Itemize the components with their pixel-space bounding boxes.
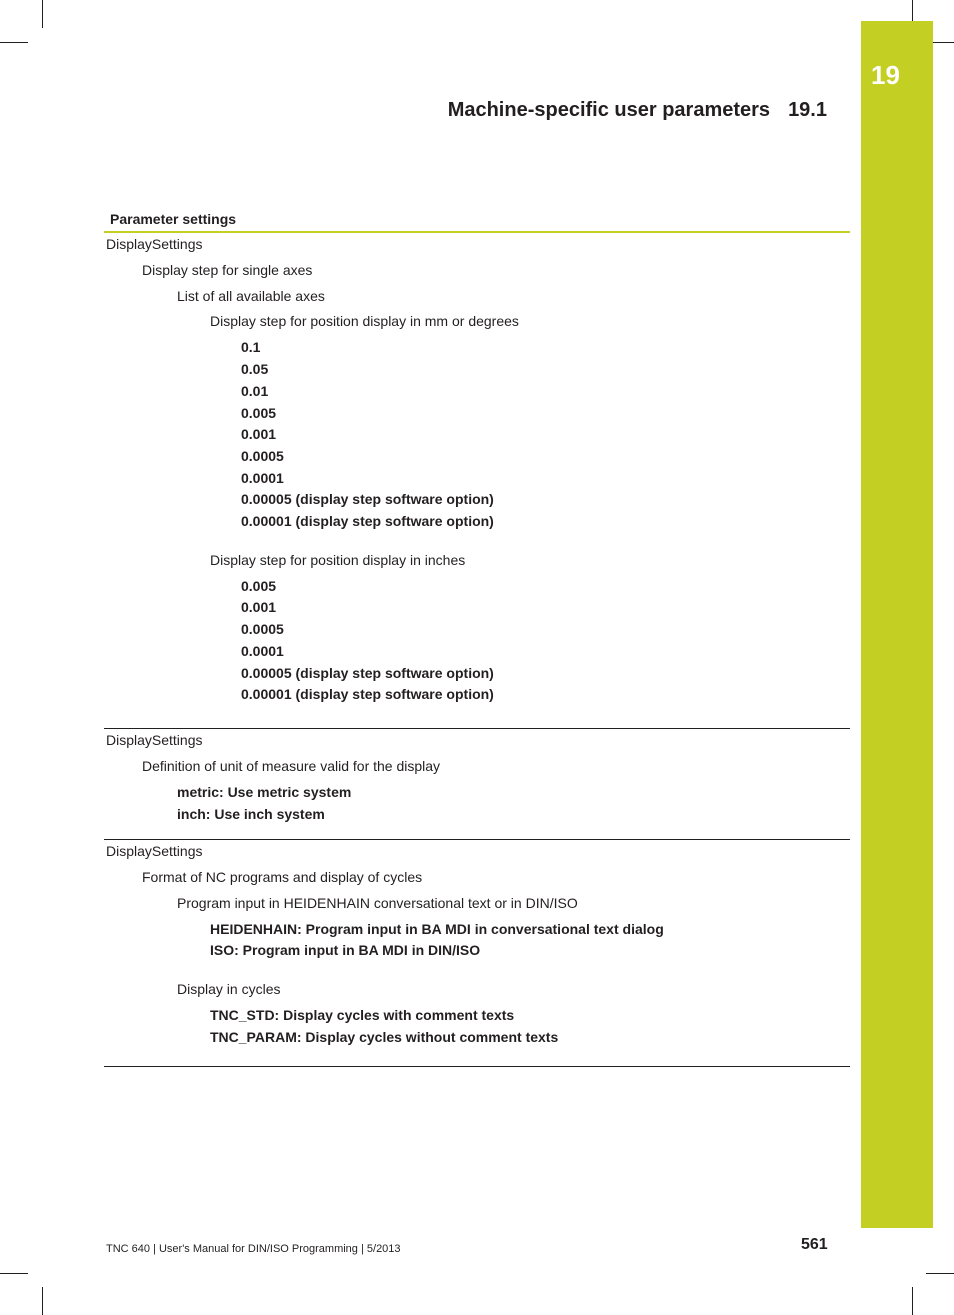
page-header — [448, 99, 827, 122]
value-item: 0.005 — [241, 578, 277, 594]
param-level-1: Display step for single axes — [142, 262, 313, 278]
page-number: 561 — [801, 1236, 828, 1253]
value-item: ISO: Program input in BA MDI in DIN/ISO — [210, 942, 481, 958]
param-level-3: Display step for position display in inches — [210, 552, 466, 568]
crop-mark — [42, 0, 43, 28]
header-section: 19.1 — [788, 99, 827, 121]
crop-mark — [912, 1287, 913, 1315]
crop-mark — [0, 42, 28, 43]
param-level-2: List of all available axes — [177, 288, 325, 304]
value-item: 0.001 — [241, 599, 277, 615]
value-item: TNC_STD: Display cycles with comment texts — [210, 1007, 515, 1023]
chapter-number: 19 — [871, 60, 900, 90]
crop-mark — [42, 1287, 43, 1315]
value-item: TNC_PARAM: Display cycles without comment texts — [210, 1029, 559, 1045]
chapter-tab — [861, 21, 933, 1228]
crop-mark — [926, 1273, 954, 1274]
param-level-1: Format of NC programs and display of cycles — [142, 869, 423, 885]
value-item: 0.005 — [241, 405, 277, 421]
param-level-2: Display in cycles — [177, 981, 281, 997]
value-item: 0.1 — [241, 339, 261, 355]
table-row-divider — [104, 839, 850, 840]
value-item: inch: Use inch system — [177, 806, 325, 822]
value-item: 0.0005 — [241, 621, 284, 637]
param-name: DisplaySettings — [106, 843, 203, 859]
value-item: 0.0005 — [241, 448, 284, 464]
value-item: 0.05 — [241, 361, 269, 377]
param-name: DisplaySettings — [106, 732, 203, 748]
value-item: 0.00001 (display step software option) — [241, 686, 494, 702]
crop-mark — [0, 1273, 28, 1274]
value-item: metric: Use metric system — [177, 784, 352, 800]
value-item: 0.00005 (display step software option) — [241, 665, 494, 681]
param-name: DisplaySettings — [106, 236, 203, 252]
table-header-rule — [104, 231, 850, 233]
param-level-3: Display step for position display in mm or degrees — [210, 313, 519, 329]
table-header: Parameter settings — [110, 211, 237, 227]
param-level-2: Program input in HEIDENHAIN conversational text or in DIN/ISO — [177, 895, 578, 911]
value-item: 0.0001 — [241, 470, 284, 486]
value-item: 0.01 — [241, 383, 269, 399]
table-bottom-rule — [104, 1066, 850, 1067]
footer-text: TNC 640 | User's Manual for DIN/ISO Programming | 5/2013 — [106, 1243, 401, 1255]
value-item: 0.0001 — [241, 643, 284, 659]
value-item: 0.00001 (display step software option) — [241, 513, 494, 529]
value-item: 0.00005 (display step software option) — [241, 491, 494, 507]
param-level-1: Definition of unit of measure valid for the display — [142, 758, 441, 774]
value-item: HEIDENHAIN: Program input in BA MDI in conversational text dialog — [210, 921, 664, 937]
header-title: Machine-specific user parameters — [447, 99, 771, 121]
table-row-divider — [104, 728, 850, 729]
value-item: 0.001 — [241, 426, 277, 442]
